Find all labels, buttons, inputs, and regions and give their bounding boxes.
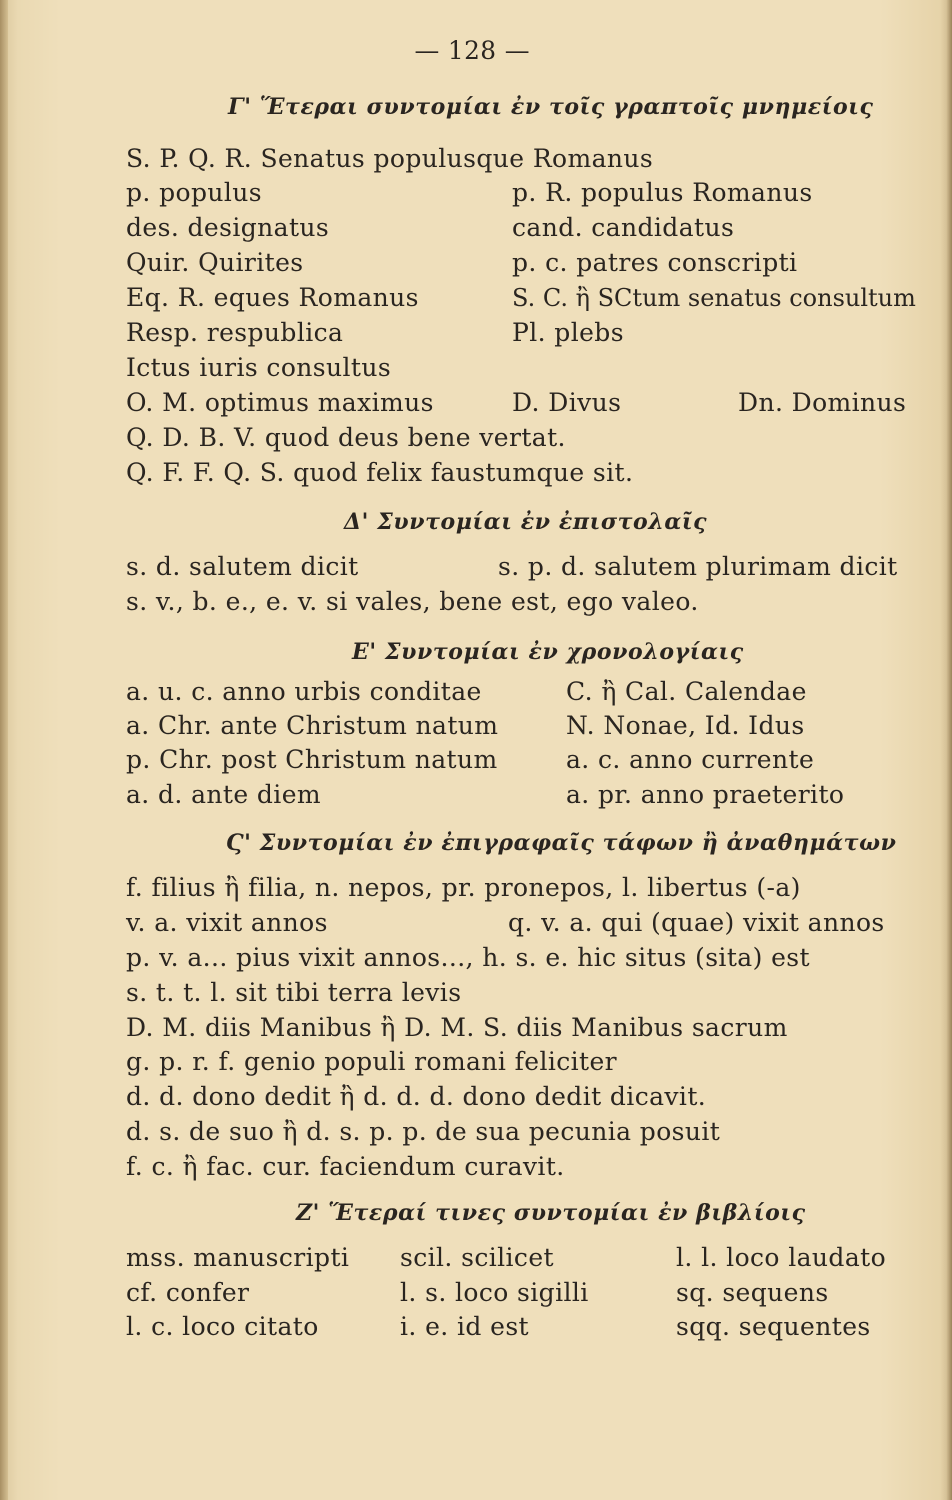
abbrev-entry: p. populus: [126, 178, 262, 207]
abbrev-entry: S. P. Q. R. Senatus populusque Romanus: [126, 144, 654, 173]
abbrev-entry: v. a. vixit annos: [126, 908, 328, 937]
abbrev-entry: p. v. a... pius vixit annos..., h. s. e. hic situs (sita) est: [126, 943, 810, 972]
abbrev-entry: s. d. salutem dicit: [126, 552, 359, 581]
abbrev-entry: s. t. t. l. sit tibi terra levis: [126, 978, 462, 1007]
section-heading-zeta: Ζ' Ἕτεραί τινες συντομίαι ἐν βιβλίοις: [296, 1200, 806, 1226]
abbrev-entry: mss. manuscripti: [126, 1243, 350, 1272]
abbrev-entry: O. M. optimus maximus: [126, 388, 434, 417]
abbrev-entry: scil. scilicet: [400, 1243, 554, 1272]
abbrev-entry: f. filius ἢ filia, n. nepos, pr. pronepos, l. libertus (-a): [126, 873, 801, 902]
abbrev-entry: a. d. ante diem: [126, 780, 321, 809]
abbrev-entry: Eq. R. eques Romanus: [126, 283, 419, 312]
abbrev-entry: D. Divus: [512, 388, 622, 417]
abbrev-entry: cf. confer: [126, 1278, 250, 1307]
abbrev-entry: p. Chr. post Christum natum: [126, 745, 498, 774]
abbrev-entry: s. p. d. salutem plurimam dicit: [498, 552, 898, 581]
abbrev-entry: q. v. a. qui (quae) vixit annos: [508, 908, 885, 937]
abbrev-entry: g. p. r. f. genio populi romani feliciter: [126, 1047, 618, 1076]
page-edge-left: [0, 0, 8, 1500]
abbrev-entry: C. ἢ Cal. Calendae: [566, 677, 807, 706]
page-number: — 128 —: [414, 36, 530, 65]
section-heading-gamma: Γ' Ἕτεραι συντομίαι ἐν τοῖς γραπτοῖς μνημείοις: [228, 94, 874, 120]
abbrev-entry: p. c. patres conscripti: [512, 248, 798, 277]
abbrev-entry: s. v., b. e., e. v. si vales, bene est, ego valeo.: [126, 587, 699, 616]
abbrev-entry: cand. candidatus: [512, 213, 735, 242]
abbrev-entry: a. Chr. ante Christum natum: [126, 711, 499, 740]
abbrev-entry: Quir. Quirites: [126, 248, 304, 277]
abbrev-entry: f. c. ἢ fac. cur. faciendum curavit.: [126, 1152, 565, 1181]
abbrev-entry: l. c. loco citato: [126, 1312, 319, 1341]
abbrev-entry: a. u. c. anno urbis conditae: [126, 677, 482, 706]
abbrev-entry: Pl. plebs: [512, 318, 624, 347]
abbrev-entry: a. c. anno currente: [566, 745, 815, 774]
abbrev-entry: Ictus iuris consultus: [126, 353, 392, 382]
abbrev-entry: d. s. de suo ἢ d. s. p. p. de sua pecunia posuit: [126, 1117, 721, 1146]
abbrev-entry: S. C. ἢ SCtum senatus consultum: [512, 284, 916, 312]
page-edge-right: [946, 0, 952, 1500]
abbrev-entry: l. l. loco laudato: [676, 1243, 887, 1272]
abbrev-entry: d. d. dono dedit ἢ d. d. d. dono dedit dicavit.: [126, 1082, 707, 1111]
abbrev-entry: N. Nonae, Id. Idus: [566, 711, 805, 740]
abbrev-entry: Resp. respublica: [126, 318, 344, 347]
abbrev-entry: i. e. id est: [400, 1312, 529, 1341]
abbrev-entry: l. s. loco sigilli: [400, 1278, 589, 1307]
abbrev-entry: Dn. Dominus: [738, 388, 907, 417]
section-heading-delta: Δ' Συντομίαι ἐν ἐπιστολαῖς: [344, 509, 708, 535]
abbrev-entry: Q. D. B. V. quod deus bene vertat.: [126, 423, 566, 452]
abbrev-entry: sqq. sequentes: [676, 1312, 871, 1341]
section-heading-stigma: Ϛ' Συντομίαι ἐν ἐπιγραφαῖς τάφων ἢ ἀναθημάτων: [226, 830, 897, 856]
abbrev-entry: sq. sequens: [676, 1278, 829, 1307]
abbrev-entry: p. R. populus Romanus: [512, 178, 813, 207]
abbrev-entry: des. designatus: [126, 213, 330, 242]
abbrev-entry: D. M. diis Manibus ἢ D. M. S. diis Manibus sacrum: [126, 1013, 788, 1042]
section-heading-epsilon: Ε' Συντομίαι ἐν χρονολογίαις: [352, 639, 744, 665]
abbrev-entry: Q. F. F. Q. S. quod felix faustumque sit.: [126, 458, 634, 487]
abbrev-entry: a. pr. anno praeterito: [566, 780, 845, 809]
